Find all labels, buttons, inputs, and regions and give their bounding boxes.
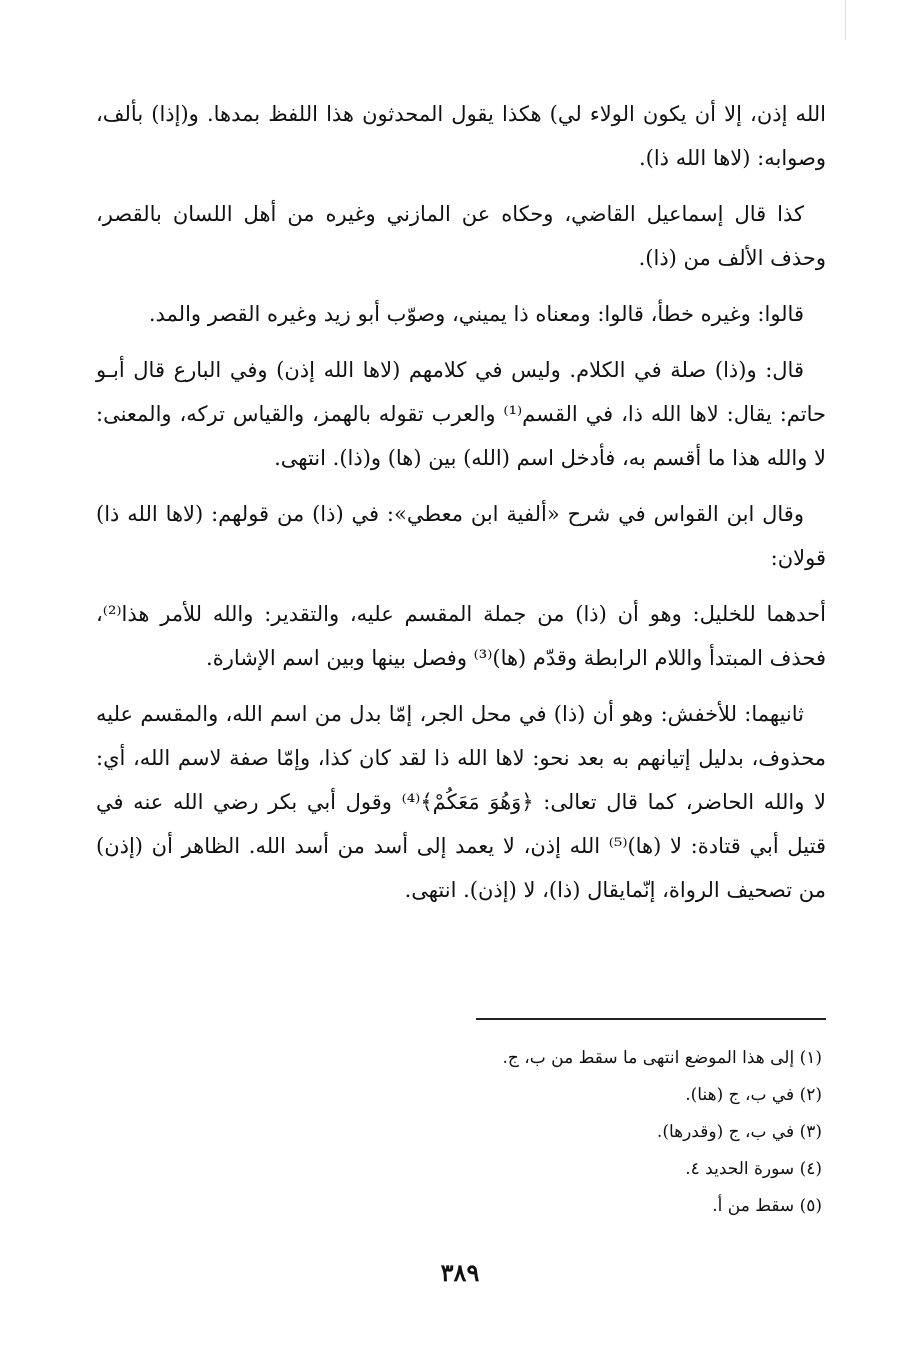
footnote-1: (١) إلى هذا الموضع انتهى ما سقط من ب، ج.	[502, 1048, 822, 1068]
footnotes	[96, 1040, 822, 1225]
paragraph-3: قالوا: وغيره خطأ، قالوا: ومعناه ذا يميني، وصوّب أبو زيد وغيره القصر والمد.	[148, 302, 804, 326]
paragraph-6: أحدهما للخليل: وهو أن (ذا) من جملة المقسم عليه، والتقدير: والله للأمر هذا⁽²⁾، فحذف المبتدأ واللام الرابطة وقدّم (ها)⁽³⁾ وفصل بينها وبين اسم الإشارة.	[96, 602, 826, 670]
footnote-4: (٤) سورة الحديد ٤.	[685, 1159, 822, 1179]
footnote-2: (٢) في ب، ج (هنا).	[685, 1085, 822, 1105]
scan-edge-mark	[845, 0, 846, 40]
footnote-5: (٥) سقط من أ.	[712, 1196, 822, 1216]
paragraph-4: قال: و(ذا) صلة في الكلام. وليس في كلامهم (لاها الله إذن) وفي البارع قال أبـو حاتم: يقال: لاها الله ذا، في القسم⁽¹⁾ والعرب تقوله بالهمز، والقياس تركه، والمعنى: لا والله هذا ما أقسم به، فأدخل اسم (الله) بين (ها) و(ذا). انتهى.	[96, 358, 826, 470]
footnote-3: (٣) في ب، ج (وقدرها).	[656, 1122, 822, 1142]
footnote-separator	[476, 1018, 826, 1020]
paragraph-1: الله إذن، إلا أن يكون الولاء لي) هكذا يقول المحدثون هذا اللفظ بمدها. و(إذا) بألف، وصوابه: (لاها الله ذا).	[96, 102, 826, 170]
main-text	[96, 92, 826, 924]
paragraph-5: وقال ابن القواس في شرح «ألفية ابن معطي»: في (ذا) من قولهم: (لاها الله ذا) قولان:	[96, 502, 826, 570]
page-number: ٣٨٩	[440, 1258, 480, 1287]
paragraph-7: ثانيهما: للأخفش: وهو أن (ذا) في محل الجر، إمّا بدل من اسم الله، والمقسم عليه محذوف، بدليل إتيانهم به بعد نحو: لاها الله ذا لقد كان كذا، وإمّا صفة لاسم الله، أي: لا والله الحاضر، كما قال تعالى: ﴿وَهُوَ مَعَكُمْ﴾⁽⁴⁾ وقول أبي بكر رضي الله عنه في قتيل أبي قتادة: لا (ها)⁽⁵⁾ الله إذن، لا يعمد إلى أسد من أسد الله. الظاهر أن (إذن) من تصحيف الرواة، إنّمايقال (ذا)، لا (إذن). انتهى.	[96, 702, 826, 902]
paragraph-2: كذا قال إسماعيل القاضي، وحكاه عن المازني وغيره من أهل اللسان بالقصر، وحذف الألف من (ذا).	[96, 202, 826, 270]
